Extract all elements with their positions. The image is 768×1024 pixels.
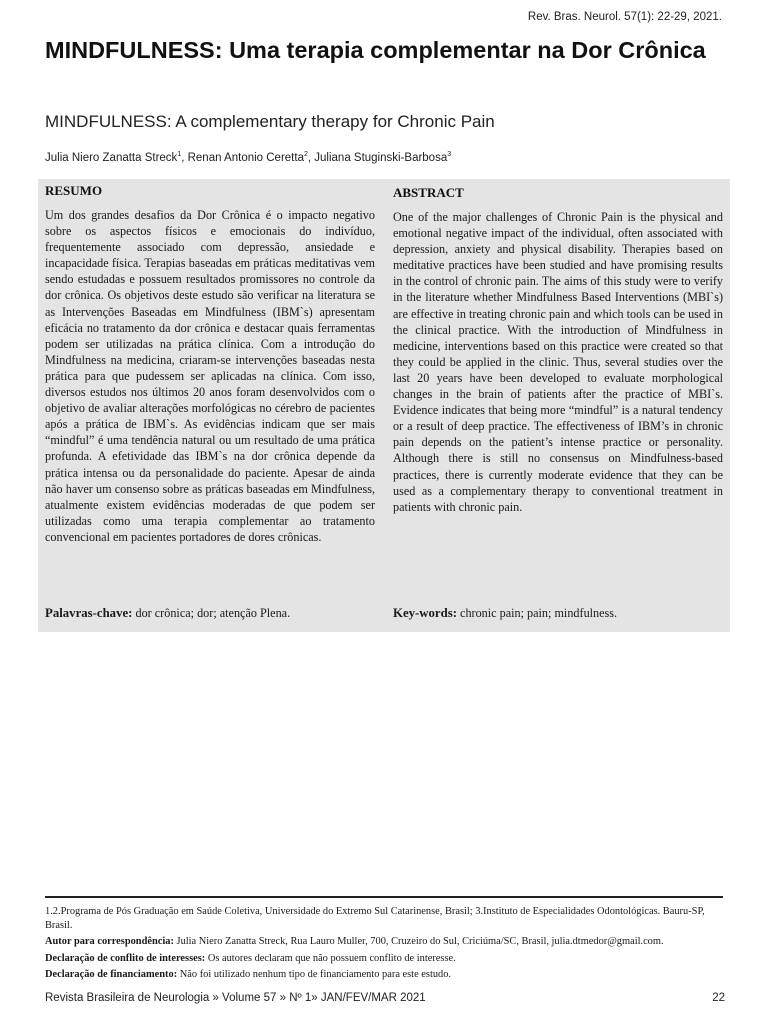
author-list (45, 151, 451, 164)
footer-journal: Revista Brasileira de Neurologia » Volume 57 » Nº 1» JAN/FEV/MAR 2021 (45, 992, 426, 1004)
abstract-keywords (393, 606, 723, 621)
abstract-heading: ABSTRACT (393, 185, 464, 200)
article-title: MINDFULNESS: Uma terapia complementar na Dor Crônica (45, 37, 706, 63)
correspondence-text: Julia Niero Zanatta Streck, Rua Lauro Muller, 700, Cruzeiro do Sul, Criciúma/SC, Brasil, julia.dtmedor@gmail.com. (176, 936, 664, 948)
footnote-divider (45, 896, 723, 898)
correspondence-label: Autor para correspondência: (45, 936, 174, 948)
journal-reference: Rev. Bras. Neurol. 57(1): 22-29, 2021. (527, 11, 722, 23)
resumo-heading: RESUMO (45, 183, 103, 198)
keywords-values: chronic pain; pain; mindfulness. (460, 606, 618, 620)
author-separator: , (181, 151, 188, 164)
resumo-keywords (45, 606, 375, 621)
author-affiliation: 2 (303, 151, 308, 158)
keywords-values: dor crônica; dor; atenção Plena. (135, 606, 291, 620)
page-number: 22 (712, 992, 725, 1004)
conflict-label: Declaração de conflito de interesses: (45, 952, 206, 964)
keywords-label: Palavras-chave: (45, 606, 133, 620)
funding-label: Declaração de financiamento: (45, 969, 178, 981)
correspondence-note (45, 935, 725, 949)
footnotes (45, 905, 725, 985)
keywords-label: Key-words: (393, 606, 457, 620)
affiliations-note: 1.2.Programa de Pós Graduação em Saúde Coletiva, Universidade do Extremo Sul Catarinense, Brasil; 3.Instituto de Especialidades Odontológicas. Bauru-SP, Brasil. (45, 906, 705, 931)
author-name: Julia Niero Zanatta Streck (45, 151, 178, 164)
abstract-text: One of the major challenges of Chronic Pain is the physical and emotional negative impact of the individual, often associated with depression, anxiety and physical disability. Therapies based on meditative practices have been studied and have promising results in the control of chronic pain. The aims of this study were to verify in the literature whether Mindfulness Based Interventions (MBI`s) are effective in treating chronic pain and which tools can be used in the clinical practice. With the introduction of Mindfulness in medicine, interventions based on this practice were created so that they could be applied in the clinic. Thus, several studies over the last 20 years have been developed to evaluate morphological changes in the brain of patients after the practice of MBI`s. Evidence indicates that being more “mindful” is a natural tendency or a result of deep practice. The effectiveness of IBM’s in chronic pain depends on the patient’s intense practice or personality. Although there is still no consensus on Mindfulness-based practices, there is currently moderate evidence that they can be used as a complementary therapy to conventional treatment in patients with chronic pain. (393, 210, 723, 514)
abstract-panel (38, 179, 730, 632)
author-affiliation: 1 (177, 151, 182, 158)
author-name: Renan Antonio Ceretta (187, 151, 304, 164)
article-subtitle: MINDFULNESS: A complementary therapy for Chronic Pain (45, 112, 495, 131)
conflict-note (45, 952, 725, 966)
author-name: Juliana Stuginski-Barbosa (314, 151, 448, 164)
author-separator: , (307, 151, 315, 164)
page-footer (45, 992, 725, 1004)
funding-note (45, 968, 725, 982)
conflict-text: Os autores declaram que não possuem conflito de interesse. (207, 952, 456, 964)
author-affiliation: 3 (447, 151, 452, 158)
funding-text: Não foi utilizado nenhum tipo de financiamento para este estudo. (179, 969, 452, 981)
resumo-text: Um dos grandes desafios da Dor Crônica é o impacto negativo sobre os aspectos físicos e emocionais do indivíduo, frequentemente associado com depressão, ansiedade e incapacidade física. Terapias baseadas em práticas meditativas vem sendo estudadas e possuem resultados promissores no controle da dor crônica. Os objetivos deste estudo são verificar na literatura se as Intervenções Baseadas em Mindfulness (IBM`s) apresentam eficácia no tratamento da dor crônica e destacar quais ferramentas podem ser utilizadas na prática clínica. Com a introdução do Mindfulness na medicina, criaram-se intervenções baseadas nesta prática para que pudessem ser aplicadas na clínica. Com isso, diversos estudos nos últimos 20 anos foram desenvolvidos com o objetivo de avaliar alterações morfológicas no cérebro de pacientes após a prática de IBM`s. As evidências indicam que ser mais “mindful” é uma tendência natural ou um resultado de uma prática profunda. A efetividade das IBM`s na dor crônica depende da prática intensa ou da personalidade do paciente. Apesar de ainda não haver um consenso sobre as práticas baseadas em Mindfulness, atualmente existem evidências moderadas de que podem ser utilizadas como uma terapia complementar ao tratamento convencional em pacientes portadores de dores crônicas. (45, 208, 375, 544)
